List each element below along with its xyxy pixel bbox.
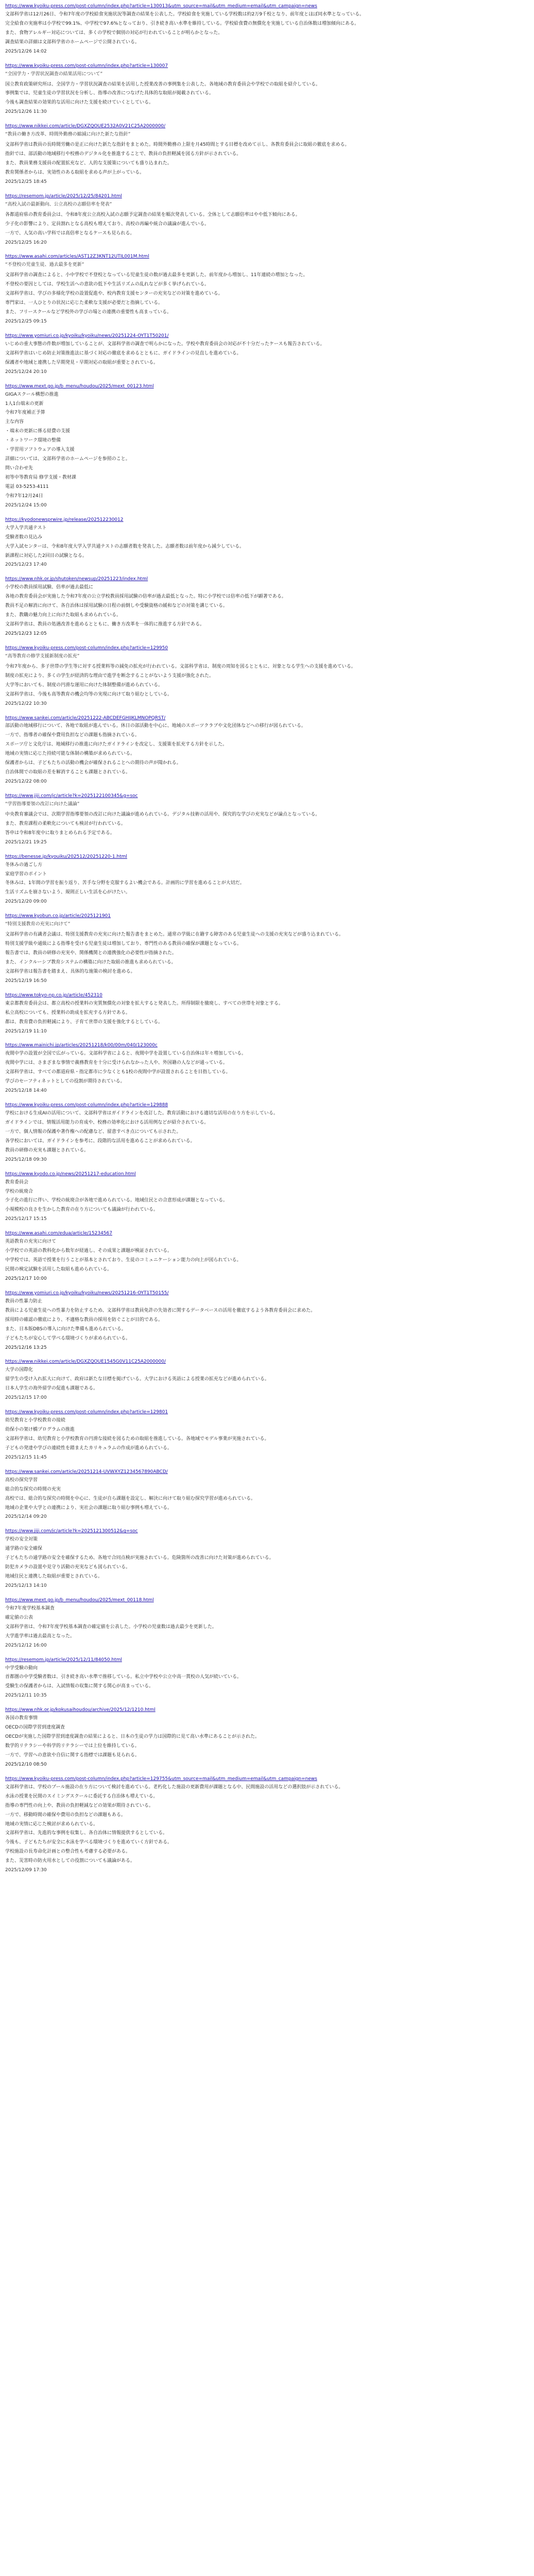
entry-paragraph: 令和7年度から、多子世帯の学生等に対する授業料等の減免の拡充が行われている。文部科学省は、制度の周知を図るとともに、対象となる学生への支援を進めている。 bbox=[5, 664, 356, 669]
entry-timestamp: 2025/12/26 14:02 bbox=[5, 48, 47, 54]
entry-paragraph: 各地の教育委員会が実施した令和7年度の公立学校教員採用試験の倍率が過去最低となった。特に小学校では倍率の低下が顕著である。 bbox=[5, 594, 286, 600]
entry-paragraph: 2025/12/23 12:05 bbox=[5, 631, 47, 636]
entry-paragraph: 中学受験の動向 bbox=[5, 1665, 38, 1671]
entry-paragraph: 文部科学省はいじめ防止対策推進法に基づく対応の徹底を求めるとともに、ガイドラインの見直しを進めている。 bbox=[5, 350, 242, 356]
entry-timestamp: 2025/12/13 14:10 bbox=[5, 1583, 47, 1588]
entry-paragraph: 冬休みは、1年間の学習を振り返り、苦手な分野を克服するよい機会である。計画的に学習を進めることが大切だ。 bbox=[5, 880, 245, 886]
entry-url-link[interactable]: https://www.mainichi.jp/articles/20251218/k00/00m/040/123000c bbox=[5, 1043, 158, 1048]
entry-paragraph: 地域の実情に応じた持続可能な体制の構築が求められている。 bbox=[5, 751, 135, 757]
entry-url-link[interactable]: https://www.sankei.com/article/20251222-ABCDEFGHIJKLMNOPQRST/ bbox=[5, 715, 166, 721]
entry-timestamp: 2025/12/12 16:00 bbox=[5, 1642, 47, 1648]
entry-paragraph: 幼児教育と小学校教育の接続 bbox=[5, 1418, 66, 1423]
feed-entry bbox=[5, 1597, 529, 1650]
entry-url-link[interactable]: https://www.asahi.com/edua/article/15234567 bbox=[5, 1231, 112, 1236]
entry-paragraph: 大学入学共通テスト bbox=[5, 525, 47, 531]
entry-paragraph: スポーツ庁と文化庁は、地域移行の推進に向けたガイドラインを改定し、支援策を拡充する方針を示した。 bbox=[5, 742, 228, 748]
entry-paragraph: 文部科学省は報告書を踏まえ、具体的な施策の検討を進める。 bbox=[5, 969, 135, 974]
entry-paragraph: 電話 03-5253-4111 bbox=[5, 484, 49, 489]
entry-paragraph: 大学入試センターは、令和8年度大学入学共通テストの志願者数を発表した。志願者数は前年度から減少している。 bbox=[5, 544, 245, 549]
entry-paragraph: 調査結果の詳細は文部科学省のホームページで公開されている。 bbox=[5, 39, 140, 45]
entry-paragraph: 小学校での英語の教科化から数年が経過し、その成果と課題が検証されている。 bbox=[5, 1248, 173, 1254]
entry-paragraph: 特別支援学級や通級による指導を受ける児童生徒は増加しており、専門性のある教員の確保が課題となっている。 bbox=[5, 941, 242, 947]
entry-paragraph: 英語教育の充実に向けて bbox=[5, 1239, 57, 1245]
entry-paragraph: いじめの重大事態の件数が増加していることが、文部科学省の調査で明らかになった。学校や教育委員会の対応が不十分だったケースも報告されている。 bbox=[5, 341, 325, 347]
entry-paragraph: 文部科学省の調査によると、小中学校で不登校となっている児童生徒の数が過去最多を更新した。前年度から増加し、11年連続の増加となった。 bbox=[5, 273, 308, 278]
entry-paragraph: 受験者数の見込み bbox=[5, 534, 43, 540]
entry-paragraph: また、教職の魅力向上に向けた取組も求められている。 bbox=[5, 613, 122, 618]
entry-paragraph: 一方で、学習への意欲や自信に関する指標では課題も見られる。 bbox=[5, 1752, 140, 1758]
entry-url-link[interactable]: https://kyodonewsprwire.jp/release/202512230012 bbox=[5, 517, 124, 522]
feed-entry bbox=[5, 1707, 529, 1769]
entry-paragraph: 問い合わせ先 bbox=[5, 466, 33, 471]
entry-url-link[interactable]: https://www.mext.go.jp/b_menu/houdou/2025/mext_00123.html bbox=[5, 383, 154, 389]
entry-paragraph: 学校の統廃合 bbox=[5, 1189, 33, 1194]
entry-paragraph: 少子化の進行に伴い、学校の統廃合が各地で進められている。地域住民との合意形成が課題となっている。 bbox=[5, 1198, 228, 1204]
entry-paragraph: 今後も、子どもたちが安全に水泳を学べる環境づくりを進めていく方針である。 bbox=[5, 1840, 173, 1845]
feed-entry bbox=[5, 645, 529, 708]
entry-paragraph: また、教育課程の柔軟化についても検討が行われている。 bbox=[5, 821, 126, 826]
entry-timestamp: 2025/12/14 09:20 bbox=[5, 1514, 47, 1520]
entry-paragraph: 文部科学省は、先進的な事例を収集し、各自治体に情報提供するとしている。 bbox=[5, 1831, 168, 1836]
entry-paragraph: 文部科学省は、教員の処遇改善を進めるとともに、働き方改革を一体的に推進する方針である。 bbox=[5, 622, 205, 628]
entry-paragraph: ・学習用ソフトウェアの導入支援 bbox=[5, 447, 75, 453]
entry-url-link[interactable]: https://www.nhk.or.jp/kokusaihoudou/archive/2025/12/1210.html bbox=[5, 1707, 156, 1713]
feed-entry bbox=[5, 992, 529, 1036]
entry-paragraph: 子どもたちが安心して学べる環境づくりが求められている。 bbox=[5, 1335, 131, 1341]
entry-paragraph: 採用時の確認の徹底により、不適格な教員の採用を防ぐことが目的である。 bbox=[5, 1317, 163, 1323]
entry-paragraph: 数学的リテラシーや科学的リテラシーでは上位を維持している。 bbox=[5, 1743, 140, 1749]
entry-paragraph: 自治体間での取組の差を解消することも課題とされている。 bbox=[5, 770, 131, 775]
entry-title: “ 高校入試の最新動向、公立高校の志願倍率を発表 ” bbox=[5, 201, 529, 209]
entry-url-link[interactable]: https://www.sankei.com/article/20251214-UVWXYZ1234567890ABCD/ bbox=[5, 1469, 168, 1475]
entry-paragraph: 2025/12/16 13:25 bbox=[5, 1345, 47, 1350]
entry-title: “ 教員の働き方改革、時間外勤務の縮減に向けた新たな指針 ” bbox=[5, 131, 529, 139]
entry-paragraph: 中央教育審議会では、次期学習指導要領の改訂に向けた議論が進められている。デジタル技術の活用や、探究的な学びの充実などが論点となっている。 bbox=[5, 811, 320, 817]
entry-paragraph: 一方で、指導者の確保や費用負担などの課題も指摘されている。 bbox=[5, 733, 140, 738]
entry-paragraph: 各学校においては、ガイドラインを参考に、段階的な活用を進めることが求められている。 bbox=[5, 1138, 195, 1144]
feed-entry bbox=[5, 1409, 529, 1462]
entry-paragraph: OECDが実施した国際学習到達度調査の結果によると、日本の生徒の学力は国際的に見て高い水準にあることが示された。 bbox=[5, 1734, 260, 1740]
entry-paragraph: 事例集では、児童生徒の学習状況を分析し、指導の改善につなげた具体的な取組が掲載されている。 bbox=[5, 91, 214, 96]
entry-paragraph: 不登校の要因としては、学校生活への意欲の低下や生活リズムの乱れなどが多く挙げられている。 bbox=[5, 282, 209, 287]
entry-paragraph: 教育関係者からは、実効性のある取組を求める声が上がっている。 bbox=[5, 170, 145, 175]
feed-entry bbox=[5, 1102, 529, 1164]
entry-paragraph: 学校の安全対策 bbox=[5, 1537, 38, 1543]
entry-url-link[interactable]: https://www.nikkei.com/article/DGXZQOUE2532A0V21C25A2000000/ bbox=[5, 124, 166, 129]
entry-paragraph: 子どもの発達や学びの連続性を踏まえたカリキュラムの作成が進められている。 bbox=[5, 1445, 172, 1451]
entry-paragraph: 確定値の公表 bbox=[5, 1615, 33, 1620]
entry-paragraph: また、日本版DBSの導入に向けた準備も進められている。 bbox=[5, 1326, 126, 1332]
entry-paragraph: 民間の検定試験を活用した取組も進められている。 bbox=[5, 1267, 112, 1272]
entry-timestamp: 2025/12/22 10:30 bbox=[5, 701, 47, 706]
entry-url-link[interactable]: https://www.jiji.com/jc/article?k=2025122100345&g=soc bbox=[5, 793, 138, 799]
entry-paragraph: 1人1台端末の更新 bbox=[5, 401, 44, 406]
entry-paragraph: ガイドラインでは、情報活用能力の育成や、校務の効率化における活用例などが紹介されている。 bbox=[5, 1120, 209, 1125]
entry-paragraph: 小規模校の良さを生かした教育の在り方についても議論が行われている。 bbox=[5, 1207, 158, 1213]
entry-url-link[interactable]: https://www.asahi.com/articles/AST12Z3KNT12UTIL001M.html bbox=[5, 254, 149, 260]
entry-title: “ 特別支援教育の充実に向けて ” bbox=[5, 921, 529, 928]
entry-timestamp: 2025/12/15 17:00 bbox=[5, 1395, 47, 1401]
entry-paragraph: 文部科学省は、幼児教育と小学校教育の円滑な接続を図るための取組を推進している。各地域でモデル事業が実施されている。 bbox=[5, 1436, 269, 1442]
feed-entry bbox=[5, 1657, 529, 1700]
entry-timestamp: 2025/12/09 17:30 bbox=[5, 1868, 47, 1873]
entry-timestamp: 2025/12/24 15:00 bbox=[5, 502, 47, 508]
entry-paragraph: 夜間中学には、さまざまな事情で義務教育を十分に受けられなかった人や、外国籍の人などが通っている。 bbox=[5, 1060, 228, 1066]
entry-paragraph: 教員による児童生徒への性暴力を防止するため、文部科学省は教員免許の失効者に関するデータベースの活用を徹底するよう各教育委員会に求めた。 bbox=[5, 1308, 316, 1313]
entry-url-link[interactable]: https://www.kyoiku-press.com/post-column/index.php?article=130013&utm_source=mail&utm_medium=email&utm_campaign=news bbox=[5, 4, 317, 9]
entry-paragraph: 大学進学率は過去最高となった。 bbox=[5, 1633, 75, 1639]
entry-title: “ 高等教育の修学支援新制度の拡充 ” bbox=[5, 653, 529, 660]
entry-url-link[interactable]: https://www.mext.go.jp/b_menu/houdou/2025/mext_00118.html bbox=[5, 1597, 154, 1603]
feed-entry bbox=[5, 913, 529, 985]
entry-paragraph: 留学生の受け入れ拡大に向けて、政府は新たな目標を掲げている。大学における英語による授業の拡充などが進められている。 bbox=[5, 1377, 269, 1382]
entry-paragraph: 部活動の地域移行について、各地で取組が進んでいる。休日の部活動を中心に、地域のスポーツクラブや文化団体などへの移行が図られている。 bbox=[5, 723, 306, 729]
entry-title: “ 学習指導要領の改訂に向けた議論 ” bbox=[5, 801, 529, 808]
feed-entry bbox=[5, 576, 529, 638]
entry-timestamp: 2025/12/19 16:50 bbox=[5, 978, 47, 984]
entry-timestamp: 2025/12/25 09:15 bbox=[5, 319, 47, 324]
entry-paragraph: 通学路の安全確保 bbox=[5, 1546, 43, 1552]
feed-entry bbox=[5, 1469, 529, 1521]
entry-url-link[interactable]: https://www.kyodo.co.jp/news/20251217-education.html bbox=[5, 1171, 136, 1177]
feed-entry bbox=[5, 1042, 529, 1095]
entry-paragraph: また、食物アレルギー対応については、多くの学校で個別の対応が行われていることが明らかとなった。 bbox=[5, 30, 223, 36]
entry-url-link[interactable]: https://www.nhk.or.jp/shutoken/newsup/20251223/index.html bbox=[5, 577, 148, 582]
entry-url-link[interactable]: https://www.yomiuri.co.jp/kyoiku/kyoiku/news/20251224-OYT1T50201/ bbox=[5, 333, 169, 338]
entry-timestamp: 2025/12/11 10:35 bbox=[5, 1693, 47, 1699]
entry-paragraph: 制度の拡充により、多くの学生が経済的な理由で進学を断念することがないよう支援が強化された。 bbox=[5, 673, 214, 679]
entry-paragraph: 防犯カメラの設置や見守り活動の充実なども図られている。 bbox=[5, 1565, 131, 1570]
entry-paragraph: 冬休みの過ごし方 bbox=[5, 862, 43, 868]
entry-url-link[interactable]: https://www.tokyo-np.co.jp/article/452310 bbox=[5, 992, 102, 998]
entry-paragraph: 主な内容 bbox=[5, 419, 24, 425]
entry-paragraph: 文部科学省は、令和7年度学校基本調査の確定値を公表した。小学校の児童数は過去最少を更新した。 bbox=[5, 1624, 217, 1630]
feed-entry bbox=[5, 793, 529, 846]
entry-paragraph: 私立高校についても、授業料の助成を拡充する方針である。 bbox=[5, 1010, 130, 1015]
entry-paragraph: 日本人学生の海外留学の促進も課題である。 bbox=[5, 1386, 98, 1392]
entry-paragraph: 首都圏の中学受験者数は、引き続き高い水準で推移している。私立中学校や公立中高一貫校の人気が続いている。 bbox=[5, 1674, 242, 1680]
entry-paragraph: 指針では、部活動の地域移行や校務のデジタル化を推進することで、教員の負担軽減を図る方針が示されている。 bbox=[5, 151, 242, 157]
entry-paragraph: 2025/12/10 08:50 bbox=[5, 1761, 47, 1767]
feed-entry bbox=[5, 333, 529, 376]
entry-paragraph: 都は、教育費の負担軽減により、子育て世帯の支援を強化するとしている。 bbox=[5, 1019, 163, 1025]
entry-timestamp: 2025/12/25 16:20 bbox=[5, 240, 47, 245]
entry-paragraph: 高校では、総合的な探究の時間を中心に、生徒が自ら課題を設定し、解決に向けて取り組む探究学習が進められている。 bbox=[5, 1496, 256, 1501]
entry-paragraph: 初等中等教育局 修学支援・教材課 bbox=[5, 475, 76, 480]
entry-timestamp: 2025/12/17 15:15 bbox=[5, 1216, 47, 1222]
entry-paragraph: 夜間中学の設置が全国で広がっている。文部科学省によると、夜間中学を設置している自治体は年々増加している。 bbox=[5, 1051, 247, 1057]
entry-paragraph: 東京都教育委員会は、都立高校の授業料の実質無償化の対象を拡大すると発表した。所得制限を撤廃し、すべての世帯を対象とする。 bbox=[5, 1001, 283, 1006]
entry-paragraph: 学校施設の長寿命化計画との整合性も考慮する必要がある。 bbox=[5, 1849, 131, 1855]
entry-url-link[interactable]: https://resemom.jp/article/2025/12/11/84050.html bbox=[5, 1657, 122, 1663]
entry-timestamp: 2025/12/26 11:30 bbox=[5, 109, 47, 115]
entry-title: “ 全国学力・学習状況調査の結果活用について ” bbox=[5, 71, 529, 78]
feed-entry bbox=[5, 1171, 529, 1224]
feed-entry bbox=[5, 1290, 529, 1352]
entry-paragraph: 小学校の教員採用試験、倍率が過去最低に bbox=[5, 585, 94, 590]
entry-paragraph: OECDの国際学習到達度調査 bbox=[5, 1725, 65, 1731]
entry-paragraph: 答申は令和8年度中に取りまとめられる予定である。 bbox=[5, 830, 115, 836]
entry-paragraph: 子どもたちの通学路の安全を確保するため、各地で合同点検が実施されている。危険箇所の改善に向けた対策が進められている。 bbox=[5, 1555, 274, 1561]
feed-entry bbox=[5, 253, 529, 326]
entry-paragraph: 専門家は、一人ひとりの状況に応じた柔軟な支援が必要だと指摘している。 bbox=[5, 300, 163, 306]
entry-paragraph: 令和7年度補正予算 bbox=[5, 410, 45, 416]
entry-paragraph: 文部科学省は、今後も高等教育の機会均等の実現に向けて取り組むとしている。 bbox=[5, 691, 173, 697]
entry-paragraph: 文部科学省は教員の長時間労働の是正に向けた新たな指針をまとめた。時間外勤務の上限を月45時間とする目標を改めて示し、各教育委員会に取組の徹底を求める。 bbox=[5, 142, 350, 148]
entry-timestamp: 2025/12/22 08:00 bbox=[5, 779, 47, 785]
entry-paragraph: 令和7年12月24日 bbox=[5, 493, 43, 499]
entry-timestamp: 2025/12/15 11:45 bbox=[5, 1454, 47, 1460]
entry-paragraph: 一方で、個人情報の保護や著作権への配慮など、留意すべき点についても示された。 bbox=[5, 1129, 181, 1134]
entry-paragraph: 2025/12/17 10:00 bbox=[5, 1276, 47, 1281]
entry-paragraph: また、教員業務支援員の配置拡充など、人的な支援策についても盛り込まれた。 bbox=[5, 161, 172, 166]
feed-entry bbox=[5, 63, 529, 116]
entry-paragraph: 水泳の授業を民間のスイミングスクールに委託する自治体も増えている。 bbox=[5, 1793, 158, 1799]
entry-paragraph: 文部科学省は、学びの多様化学校の設置促進や、校内教育支援センターの充実などの対策を進めている。 bbox=[5, 291, 223, 297]
entry-paragraph: 教員の研修の充実も課題とされている。 bbox=[5, 1147, 89, 1153]
entry-paragraph: ・ネットワーク環境の整備 bbox=[5, 438, 61, 444]
entry-paragraph: 教員の性暴力防止 bbox=[5, 1298, 43, 1304]
entry-url-link[interactable]: https://www.jiji.com/jc/article?k=2025121300512&g=soc bbox=[5, 1529, 138, 1534]
entry-paragraph: GIGAスクール構想の推進 bbox=[5, 392, 59, 397]
entry-paragraph: 中学校では、英語で授業を行うことが基本とされており、生徒のコミュニケーション能力の向上が図られている。 bbox=[5, 1258, 242, 1263]
entry-paragraph: 幼保小の架け橋プログラムの推進 bbox=[5, 1427, 75, 1432]
entry-paragraph: 各国の教育事情 bbox=[5, 1716, 38, 1721]
feed-entry bbox=[5, 1359, 529, 1402]
entry-url-link[interactable]: https://benesse.jp/kyouiku/202512/20251220-1.html bbox=[5, 854, 127, 859]
entry-paragraph: 保護者からは、子どもたちの活動の機会が確保されることへの期待の声が聞かれる。 bbox=[5, 760, 181, 766]
entry-title: “ 不登校の児童生徒、過去最多を更新 ” bbox=[5, 262, 529, 269]
entry-url-link[interactable]: https://www.nikkei.com/article/DGXZQOUE1545G0V11C25A2000000/ bbox=[5, 1359, 166, 1365]
feed-entry bbox=[5, 123, 529, 186]
entry-paragraph: 保護者や地域と連携した早期発見・早期対応の取組が重要とされている。 bbox=[5, 360, 159, 365]
entry-timestamp: 2025/12/21 19:25 bbox=[5, 839, 47, 845]
entry-paragraph: 教育委員会 bbox=[5, 1179, 29, 1185]
entry-url-link[interactable]: https://www.kyoiku-press.com/post-column/index.php?article=129888 bbox=[5, 1103, 168, 1108]
entry-timestamp: 2025/12/18 09:30 bbox=[5, 1157, 47, 1162]
entry-timestamp: 2025/12/23 17:40 bbox=[5, 562, 47, 568]
entry-paragraph: 各都道府県の教育委員会は、令和8年度公立高校入試の志願予定調査の結果を順次発表している。全体として志願倍率はやや低下傾向にある。 bbox=[5, 212, 300, 217]
entry-paragraph: 新課程に対応した2回目の試験となる。 bbox=[5, 553, 87, 558]
entry-paragraph: 文部科学省は12月26日、令和7年度の学校給食実施状況等調査の結果を公表した。学校給食を実施している学校数は約2万9千校となり、前年度とほぼ同水準となっている。 bbox=[5, 11, 365, 17]
entry-paragraph: 今後も調査結果の効果的な活用に向けた支援を続けていくとしている。 bbox=[5, 100, 154, 106]
entry-paragraph: 学びのセーフティネットとしての役割が期待されている。 bbox=[5, 1079, 125, 1084]
entry-paragraph: 国立教育政策研究所は、全国学力・学習状況調査の結果を活用した授業改善の事例集を公表した。各地域の教育委員会や学校での取組を紹介している。 bbox=[5, 81, 321, 87]
feed-entry bbox=[5, 193, 529, 247]
entry-paragraph: 一方で、人気の高い学科では高倍率となるケースも見られる。 bbox=[5, 230, 135, 236]
feed-entry bbox=[5, 1230, 529, 1283]
entry-timestamp: 2025/12/19 11:10 bbox=[5, 1028, 47, 1034]
entry-paragraph: 生活リズムを崩さないよう、規則正しい生活を心がけたい。 bbox=[5, 890, 130, 895]
entry-url-link[interactable]: https://www.kyoiku-press.com/post-column/index.php?article=129755&utm_source=mail&utm_medium=email&utm_campaign=news bbox=[5, 1776, 317, 1782]
entry-url-link[interactable]: https://www.kyobun.co.jp/article/2025121901 bbox=[5, 913, 111, 919]
entry-paragraph: 大学の国際化 bbox=[5, 1367, 33, 1373]
entry-paragraph: 地域の実情に応じた検討が求められている。 bbox=[5, 1821, 98, 1827]
entry-timestamp: 2025/12/18 14:40 bbox=[5, 1088, 47, 1094]
entry-url-link[interactable]: https://www.kyoiku-press.com/post-column/index.php?article=129801 bbox=[5, 1410, 168, 1415]
entry-paragraph: 文部科学省の有識者会議は、特別支援教育の充実に向けた報告書をまとめた。通常の学級に在籍する障害のある児童生徒への支援の充実などが盛り込まれている。 bbox=[5, 932, 344, 938]
entry-paragraph: 総合的な探究の時間の充実 bbox=[5, 1486, 61, 1492]
entry-url-link[interactable]: https://www.kyoiku-press.com/post-column/index.php?article=130007 bbox=[5, 63, 168, 69]
entry-paragraph: また、インクルーシブ教育システムの構築に向けた取組の推進も求められている。 bbox=[5, 959, 176, 965]
entry-paragraph: また、災害時の防火用水としての役割についても議論がある。 bbox=[5, 1858, 135, 1864]
entry-timestamp: 2025/12/24 20:10 bbox=[5, 369, 47, 375]
entry-paragraph: 文部科学省は、学校のプール施設の在り方について検討を進めている。老朽化した施設の更新費用が課題となる中、民間施設の活用などの選択肢が示されている。 bbox=[5, 1784, 343, 1790]
entry-paragraph: 報告書では、教員の研修の充実や、関係機関との連携強化の必要性が指摘された。 bbox=[5, 951, 177, 956]
entry-paragraph: 一方で、移動時間の確保や費用の負担などの課題もある。 bbox=[5, 1812, 126, 1818]
feed-entry bbox=[5, 517, 529, 569]
feed-entry bbox=[5, 383, 529, 510]
entry-paragraph: 地域住民と連携した取組が重要とされている。 bbox=[5, 1574, 103, 1580]
entry-paragraph: 教員不足の解消に向けて、各自治体は採用試験の日程の前倒しや受験資格の緩和などの対策を講じている。 bbox=[5, 603, 228, 609]
entry-paragraph: 令和7年度学校基本調査 bbox=[5, 1605, 55, 1611]
feed-entry bbox=[5, 3, 529, 56]
feed-entry bbox=[5, 1776, 529, 1874]
entry-paragraph: 指導の専門性の向上や、教員の負担軽減などの効果が期待されている。 bbox=[5, 1803, 153, 1808]
entry-paragraph: 大学等においても、制度の円滑な運用に向けた体制整備が進められている。 bbox=[5, 682, 163, 688]
entry-timestamp: 2025/12/25 18:45 bbox=[5, 179, 47, 184]
entry-timestamp: 2025/12/20 09:00 bbox=[5, 899, 47, 905]
entry-paragraph: 受験生の保護者からは、入試情報の収集に関する関心が高まっている。 bbox=[5, 1684, 154, 1689]
entry-paragraph: 完全給食の実施率は小学校で99.1%、中学校で97.6%となっており、引き続き高い水準を維持している。学校給食費の無償化を実施している自治体数は増加傾向にある。 bbox=[5, 21, 359, 26]
feed-entry bbox=[5, 1528, 529, 1590]
entry-paragraph: 家庭学習のポイント bbox=[5, 871, 47, 877]
entry-paragraph: 高校の探究学習 bbox=[5, 1477, 38, 1483]
entry-paragraph: 詳細については、文部科学省のホームページを参照のこと。 bbox=[5, 456, 130, 462]
entry-url-link[interactable]: https://www.yomiuri.co.jp/kyoiku/kyoiku/news/20251216-OYT1T50155/ bbox=[5, 1290, 169, 1296]
entry-paragraph: 文部科学省は、すべての都道府県・指定都市に少なくとも1校の夜間中学が設置されることを目指している。 bbox=[5, 1070, 231, 1075]
entry-paragraph: ・端末の更新に係る経費の支援 bbox=[5, 429, 71, 434]
entry-paragraph: また、フリースクールなど学校外の学びの場との連携の重要性も高まっている。 bbox=[5, 310, 172, 315]
entry-paragraph: 学校における生成AIの活用について、文部科学省はガイドラインを改訂した。教育活動における適切な活用の在り方を示している。 bbox=[5, 1111, 278, 1116]
entry-url-link[interactable]: https://www.kyoiku-press.com/post-column/index.php?article=129950 bbox=[5, 645, 168, 651]
entry-url-link[interactable]: https://resemom.jp/article/2025/12/25/84201.html bbox=[5, 193, 122, 199]
entry-paragraph: 少子化の影響により、定員割れとなる高校も増えており、高校の再編や統合の議論が進んでいる。 bbox=[5, 221, 210, 227]
entry-paragraph: 地域の企業や大学との連携により、実社会の課題に取り組む事例も増えている。 bbox=[5, 1505, 173, 1511]
feed-entry bbox=[5, 715, 529, 786]
feed-entry bbox=[5, 854, 529, 906]
